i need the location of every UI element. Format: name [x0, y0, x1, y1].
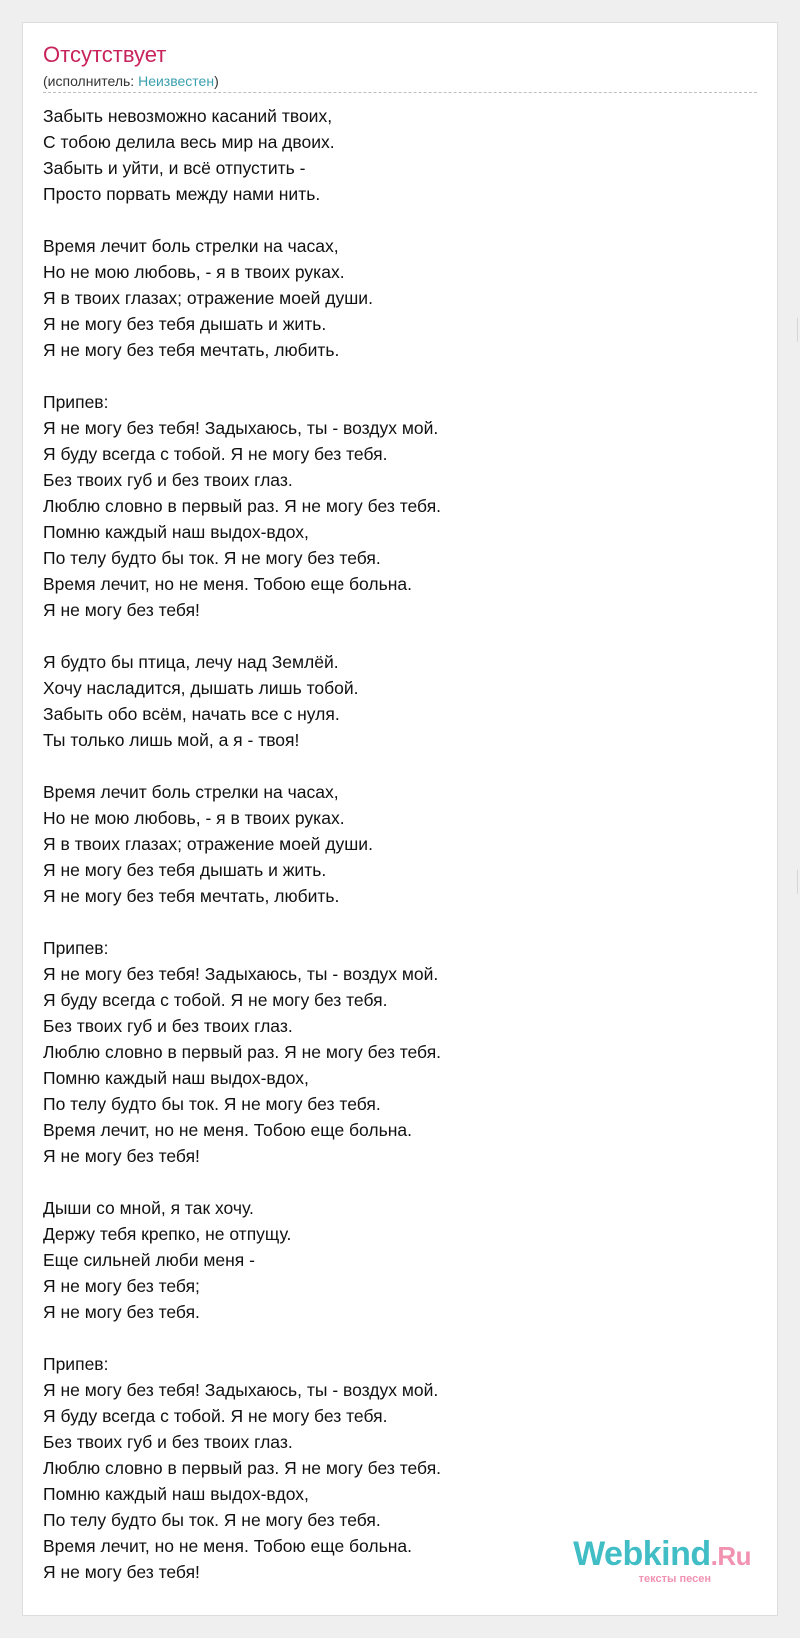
logo-brand: Webkind: [573, 1535, 711, 1573]
artist-prefix: (исполнитель:: [43, 73, 139, 89]
artist-suffix: ): [214, 73, 219, 89]
artist-line: [43, 72, 757, 93]
song-header: [43, 41, 757, 93]
artist-link[interactable]: Неизвестен: [138, 73, 215, 89]
edge-divider: [797, 318, 798, 342]
edge-divider: [797, 870, 798, 894]
site-logo[interactable]: [573, 1537, 751, 1585]
logo-wordmark: [573, 1537, 751, 1573]
logo-tld: .Ru: [710, 1541, 751, 1571]
lyrics-text: Забыть невозможно касаний твоих, С тобою делила весь мир на двоих. Забыть и уйти, и всё отпустить - Просто порвать между нами нить. Время лечит боль стрелки на часах, Но не мою любовь, - я в твоих руках. Я в твоих глазах; отражение моей души. Я не могу без тебя дышать и жить. Я не могу без тебя мечтать, любить. Припев: Я не могу без тебя! Задыхаюсь, ты - воздух мой. Я буду всегда с тобой. Я не могу без тебя. Без твоих губ и без твоих глаз. Люблю словно в первый раз. Я не могу без тебя. Помню каждый наш выдох-вдох, По телу будто бы ток. Я не могу без тебя. Время лечит, но не меня. Тобою еще больна. Я не могу без тебя! Я будто бы птица, лечу над Землёй. Хочу насладится, дышать лишь тобой. Забыть обо всём, начать все с нуля. Ты только лишь мой, а я - твоя! Время лечит боль стрелки на часах, Но не мою любовь, - я в твоих руках. Я в твоих глазах; отражение моей души. Я не могу без тебя дышать и жить. Я не могу без тебя мечтать, любить. Припев: Я не могу без тебя! Задыхаюсь, ты - воздух мой. Я буду всегда с тобой. Я не могу без тебя. Без твоих губ и без твоих глаз. Люблю словно в первый раз. Я не могу без тебя. Помню каждый наш выдох-вдох, По телу будто бы ток. Я не могу без тебя. Время лечит, но не меня. Тобою еще больна. Я не могу без тебя! Дыши со мной, я так хочу. Держу тебя крепко, не отпущу. Еще сильней люби меня - Я не могу без тебя; Я не могу без тебя. Припев: Я не могу без тебя! Задыхаюсь, ты - воздух мой. Я буду всегда с тобой. Я не могу без тебя. Без твоих губ и без твоих глаз. Люблю словно в первый раз. Я не могу без тебя. Помню каждый наш выдох-вдох, По телу будто бы ток. Я не могу без тебя. Время лечит, но не меня. Тобою еще больна. Я не могу без тебя!: [43, 106, 442, 1582]
logo-tagline: тексты песен: [638, 1573, 711, 1585]
song-title: Отсутствует: [43, 42, 167, 67]
lyrics-card: [22, 22, 778, 1616]
